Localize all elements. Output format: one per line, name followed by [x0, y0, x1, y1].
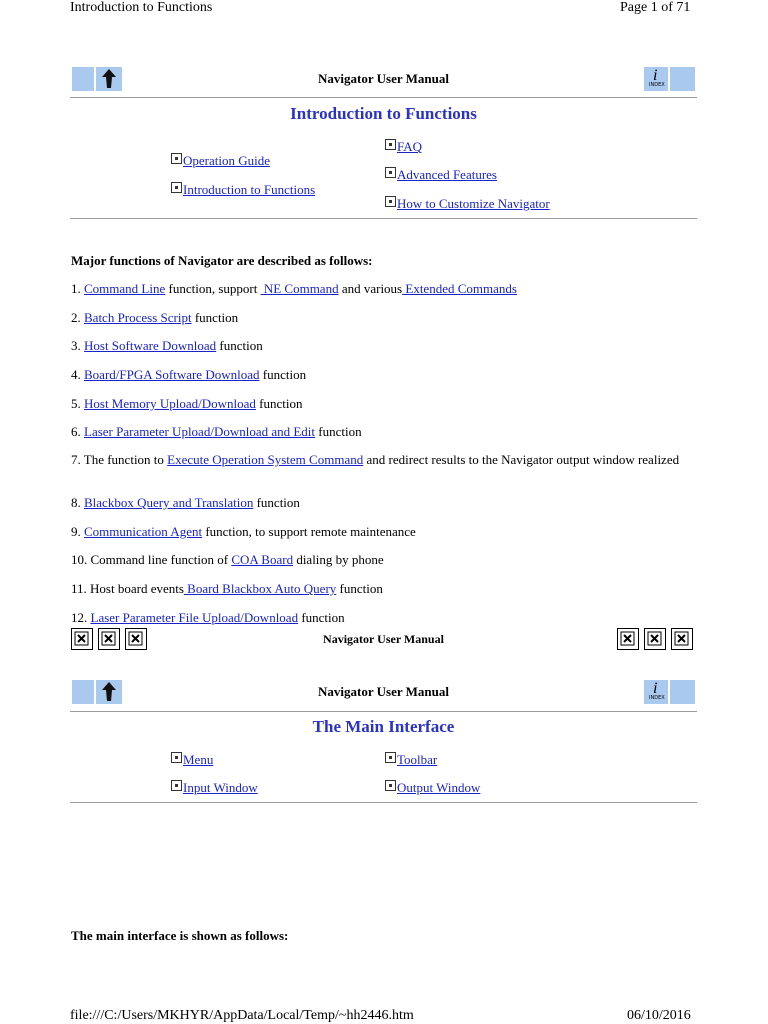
function-list-item: [71, 310, 696, 325]
function-link[interactable]: Host Memory Upload/Download: [84, 396, 256, 411]
function-list-item: [71, 424, 696, 439]
function-link[interactable]: Board/FPGA Software Download: [84, 367, 260, 382]
toc-link-operation-guide[interactable]: Operation Guide: [171, 153, 270, 169]
function-list-item: [71, 610, 696, 625]
function-text: function: [315, 424, 362, 439]
index-button[interactable]: [644, 67, 668, 91]
function-list-item: [71, 524, 696, 539]
function-text: Host board events: [90, 581, 184, 596]
function-list-item: [71, 581, 696, 596]
function-link[interactable]: COA Board: [231, 552, 294, 567]
function-text: function, support: [165, 281, 261, 296]
toc-link-advanced-features[interactable]: Advanced Features: [385, 167, 497, 183]
function-text: function: [336, 581, 383, 596]
list-item-number: 9.: [71, 524, 84, 539]
bullet-box-icon: [385, 196, 396, 207]
list-item-number: 8.: [71, 495, 84, 510]
function-list-item: [71, 552, 696, 567]
list-item-number: 1.: [71, 281, 84, 296]
function-list-item: [71, 338, 696, 353]
index-icon-label: INDEX: [649, 695, 665, 701]
function-text: function, to support remote maintenance: [202, 524, 416, 539]
bullet-box-icon: [171, 153, 182, 164]
function-list-item: [71, 452, 696, 467]
broken-image-icon: [647, 631, 663, 647]
footer-right-button-3[interactable]: [671, 628, 693, 650]
footer-right-button-1[interactable]: [617, 628, 639, 650]
function-link[interactable]: NE Command: [260, 281, 339, 296]
intro-heading: Major functions of Navigator are described as follows:: [71, 253, 373, 268]
list-item-number: 3.: [71, 338, 84, 353]
toc-link-input-window[interactable]: Input Window: [171, 780, 258, 796]
function-link[interactable]: Execute Operation System Command: [167, 452, 364, 467]
list-item-number: 11.: [71, 581, 91, 596]
function-text: and redirect results to the Navigator output window realized: [363, 452, 680, 467]
section-title: Introduction to Functions: [290, 104, 477, 123]
function-list-item: [71, 396, 696, 411]
function-text: Command line function of: [90, 552, 232, 567]
function-link[interactable]: Extended Commands: [402, 281, 517, 296]
toc-link-output-window[interactable]: Output Window: [385, 780, 480, 796]
page-header-page-info: Page 1 of 71: [620, 0, 691, 15]
list-item-number: 4.: [71, 367, 84, 382]
toc-link-toolbar[interactable]: Toolbar: [385, 752, 437, 768]
function-link[interactable]: Laser Parameter Upload/Download and Edit: [84, 424, 316, 439]
bullet-box-icon: [385, 139, 396, 150]
bullet-box-icon: [171, 752, 182, 763]
function-text: dialing by phone: [293, 552, 384, 567]
divider: [70, 218, 697, 219]
function-link[interactable]: Laser Parameter File Upload/Download: [90, 610, 299, 625]
toc-link-introduction[interactable]: Introduction to Functions: [171, 182, 315, 198]
broken-image-icon: [674, 631, 690, 647]
function-text: function: [259, 367, 307, 382]
main-interface-text: The main interface is shown as follows:: [71, 928, 289, 943]
list-item-number: 5.: [71, 396, 84, 411]
bullet-box-icon: [385, 167, 396, 178]
divider: [70, 711, 697, 712]
footer-right-button-2[interactable]: [644, 628, 666, 650]
function-list-item: [71, 495, 696, 510]
divider: [70, 97, 697, 98]
toc-link-menu[interactable]: Menu: [171, 752, 213, 768]
function-link[interactable]: Blackbox Query and Translation: [84, 495, 254, 510]
index-icon: i: [653, 67, 658, 84]
section-title: The Main Interface: [312, 717, 455, 736]
list-item-number: 7.: [71, 452, 84, 467]
function-link[interactable]: Communication Agent: [84, 524, 203, 539]
broken-image-icon: [620, 631, 636, 647]
nav-bar-spacer-right: [670, 67, 695, 91]
function-text: function: [255, 396, 303, 411]
toc-link-faq[interactable]: FAQ: [385, 139, 422, 155]
footer-manual-title: Navigator User Manual: [323, 632, 444, 646]
function-link[interactable]: Command Line: [84, 281, 166, 296]
function-text: function: [216, 338, 263, 353]
index-icon-label: INDEX: [649, 82, 665, 88]
nav-manual-title: Navigator User Manual: [318, 71, 449, 86]
function-text: function: [298, 610, 345, 625]
function-link[interactable]: Board Blackbox Auto Query: [183, 581, 337, 596]
divider: [70, 802, 697, 803]
page-footer-path: file:///C:/Users/MKHYR/AppData/Local/Temp/~hh2446.htm: [70, 1008, 414, 1023]
function-list-item: [71, 367, 696, 382]
list-item-number: 10.: [71, 552, 91, 567]
page-footer-date: 06/10/2016: [627, 1008, 691, 1023]
function-link[interactable]: Host Software Download: [84, 338, 217, 353]
bullet-box-icon: [385, 752, 396, 763]
nav-manual-title: Navigator User Manual: [318, 684, 449, 699]
list-item-number: 12.: [71, 610, 91, 625]
bullet-box-icon: [171, 182, 182, 193]
page-header-title: Introduction to Functions: [70, 0, 213, 15]
function-list-item: [71, 281, 696, 296]
index-button[interactable]: [644, 680, 668, 704]
function-text: and various: [338, 281, 403, 296]
function-link[interactable]: Batch Process Script: [84, 310, 192, 325]
function-text: function: [253, 495, 300, 510]
function-text: function: [191, 310, 239, 325]
list-item-number: 2.: [71, 310, 84, 325]
list-item-number: 6.: [71, 424, 84, 439]
function-text: The function to: [83, 452, 168, 467]
bullet-box-icon: [171, 780, 182, 791]
index-icon: i: [653, 680, 658, 697]
nav-bar-spacer-right: [670, 680, 695, 704]
bullet-box-icon: [385, 780, 396, 791]
toc-link-customize[interactable]: How to Customize Navigator: [385, 196, 550, 212]
